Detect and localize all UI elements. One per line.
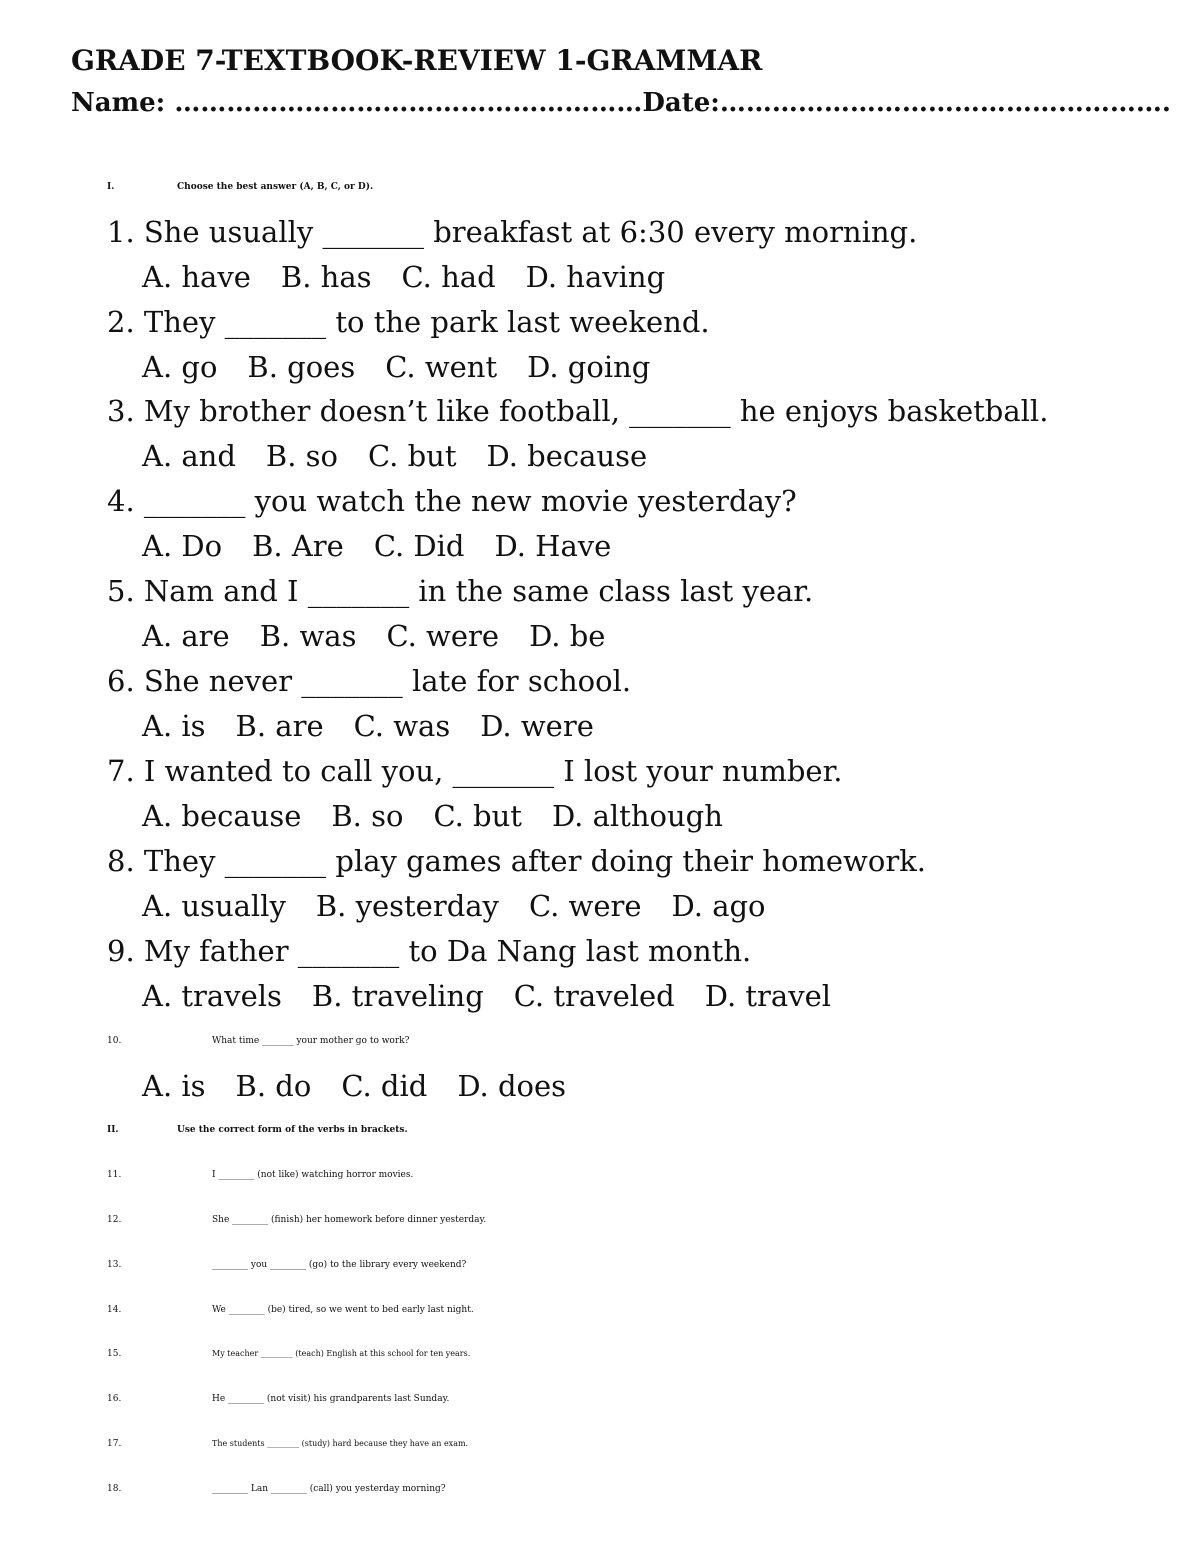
option-b: B. do — [235, 1069, 312, 1103]
question-8-options — [142, 889, 766, 923]
option-d: D. because — [486, 439, 648, 473]
question-12-text: She ________ (finish) her homework before dinner yesterday. — [212, 1215, 487, 1225]
option-d: D. although — [551, 799, 723, 833]
question-10-text: What time _______ your mother go to work? — [212, 1036, 410, 1046]
worksheet-title: GRADE 7-TEXTBOOK-REVIEW 1-GRAMMAR — [71, 44, 763, 77]
option-b: B. traveling — [311, 979, 484, 1013]
option-c: C. was — [353, 709, 451, 743]
section-1-number: I. — [107, 182, 115, 192]
question-13-number: 13. — [107, 1260, 122, 1270]
option-a: A. is — [142, 709, 206, 743]
section-1-title: Choose the best answer (A, B, C, or D). — [177, 182, 374, 192]
option-b: B. Are — [252, 529, 344, 563]
section-2-title: Use the correct form of the verbs in brackets. — [177, 1125, 408, 1135]
option-d: D. having — [525, 260, 666, 294]
option-a: A. have — [142, 260, 251, 294]
option-c: C. were — [386, 619, 500, 653]
question-14-text: We ________ (be) tired, so we went to bed early last night. — [212, 1305, 474, 1315]
question-2-options — [142, 350, 650, 384]
option-a: A. because — [142, 799, 302, 833]
option-a: A. go — [142, 350, 218, 384]
option-b: B. goes — [247, 350, 356, 384]
question-1: 1. She usually _______ breakfast at 6:30 every morning. — [107, 215, 918, 249]
question-3-options — [142, 439, 647, 473]
question-11-number: 11. — [107, 1170, 122, 1180]
question-6: 6. She never _______ late for school. — [107, 664, 632, 698]
question-18-text: ________ Lan ________ (call) you yesterday morning? — [212, 1484, 446, 1494]
option-c: C. went — [385, 350, 498, 384]
option-d: D. travel — [704, 979, 832, 1013]
option-c: C. were — [528, 889, 642, 923]
option-d: D. ago — [671, 889, 766, 923]
option-a: A. and — [142, 439, 236, 473]
option-a: A. usually — [142, 889, 286, 923]
question-11-text: I ________ (not like) watching horror movies. — [212, 1170, 414, 1180]
question-12-number: 12. — [107, 1215, 122, 1225]
option-b: B. so — [265, 439, 339, 473]
option-b: B. was — [259, 619, 357, 653]
question-6-options — [142, 709, 594, 743]
option-b: B. are — [235, 709, 324, 743]
question-9: 9. My father _______ to Da Nang last month. — [107, 934, 752, 968]
question-7-options — [142, 799, 723, 833]
question-7: 7. I wanted to call you, _______ I lost your number. — [107, 754, 843, 788]
question-4-options — [142, 529, 611, 563]
option-d: D. does — [457, 1069, 567, 1103]
option-b: B. so — [331, 799, 404, 833]
question-17-number: 17. — [107, 1439, 122, 1449]
option-d: D. were — [480, 709, 594, 743]
option-d: D. Have — [494, 529, 612, 563]
option-a: A. Do — [142, 529, 223, 563]
option-c: C. traveled — [513, 979, 675, 1013]
section-2-number: II. — [107, 1125, 119, 1135]
question-13-text: ________ you ________ (go) to the library every weekend? — [212, 1260, 467, 1270]
option-a: A. is — [142, 1069, 206, 1103]
question-14-number: 14. — [107, 1305, 122, 1315]
question-16-number: 16. — [107, 1394, 122, 1404]
option-c: C. but — [433, 799, 522, 833]
option-b: B. has — [280, 260, 372, 294]
question-15-text: My teacher ________ (teach) English at this school for ten years. — [212, 1349, 471, 1358]
question-10-number: 10. — [107, 1036, 122, 1046]
option-c: C. Did — [373, 529, 465, 563]
option-a: A. travels — [142, 979, 282, 1013]
question-9-options — [142, 979, 831, 1013]
question-5-options — [142, 619, 605, 653]
question-5: 5. Nam and I _______ in the same class last year. — [107, 574, 814, 608]
option-a: A. are — [142, 619, 230, 653]
option-c: C. did — [341, 1069, 428, 1103]
option-c: C. but — [368, 439, 457, 473]
option-d: D. going — [527, 350, 651, 384]
option-d: D. be — [529, 619, 606, 653]
question-1-options — [142, 260, 665, 294]
option-c: C. had — [401, 260, 496, 294]
question-4: 4. _______ you watch the new movie yesterday? — [107, 484, 797, 518]
question-10-options — [142, 1069, 566, 1103]
question-16-text: He ________ (not visit) his grandparents last Sunday. — [212, 1394, 450, 1404]
question-15-number: 15. — [107, 1349, 122, 1359]
question-2: 2. They _______ to the park last weekend. — [107, 305, 710, 339]
question-8: 8. They _______ play games after doing their homework. — [107, 844, 926, 878]
question-18-number: 18. — [107, 1484, 122, 1494]
question-17-text: The students ________ (study) hard because they have an exam. — [212, 1439, 469, 1448]
name-date-line: Name: ………………………………………………Date:……………………………………………. — [71, 88, 1171, 118]
question-3: 3. My brother doesn’t like football, _______ he enjoys basketball. — [107, 394, 1049, 428]
option-b: B. yesterday — [315, 889, 499, 923]
